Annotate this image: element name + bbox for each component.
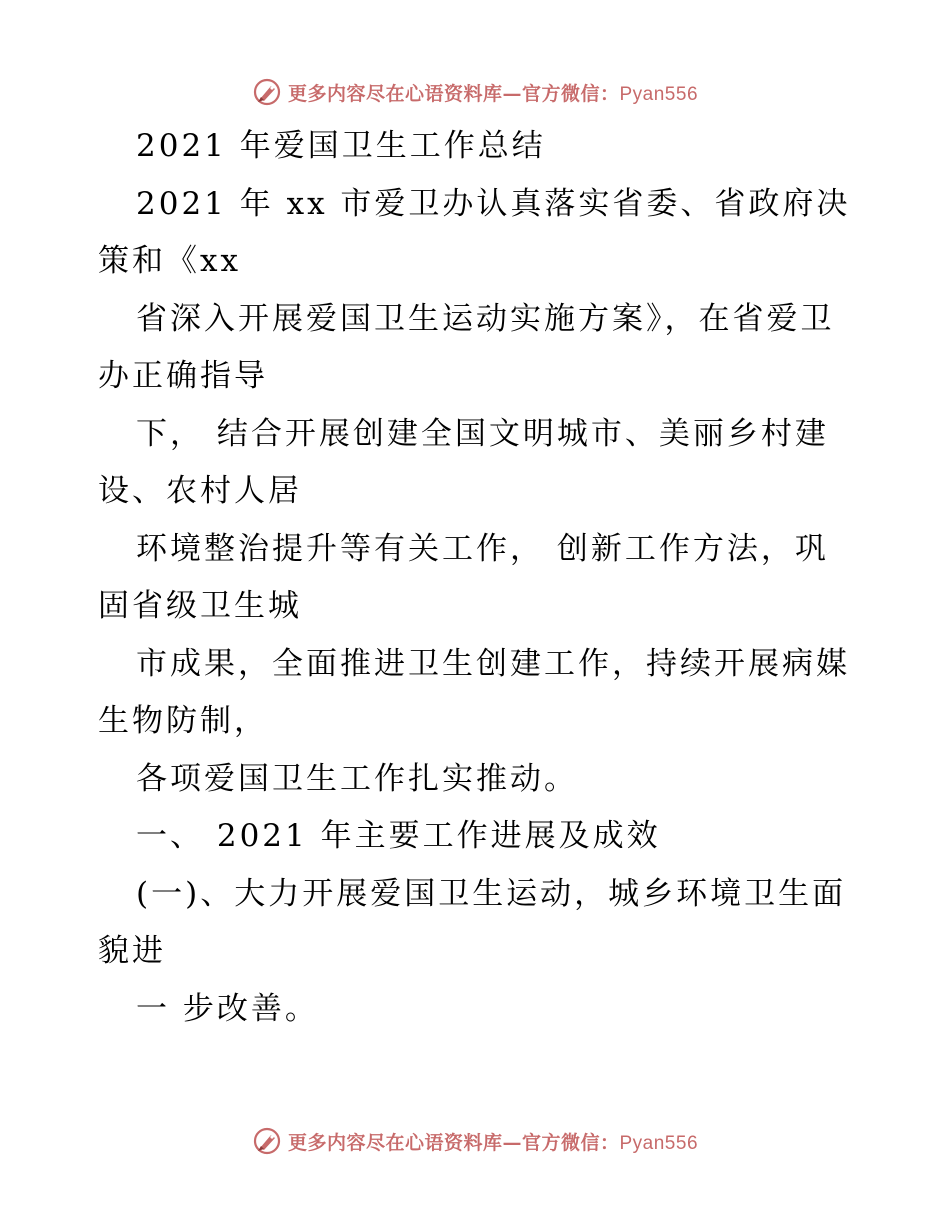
text-line: 办正确指导 xyxy=(98,358,268,394)
document-body xyxy=(98,118,858,1038)
text-line: 2021 年 xx 市爱卫办认真落实省委、省政府决 xyxy=(136,185,851,222)
pen-nib-icon xyxy=(252,1126,282,1156)
pen-nib-icon xyxy=(252,77,282,107)
header-watermark xyxy=(0,72,950,112)
text-line: 市成果，全面推进卫生创建工作，持续开展病媒 xyxy=(136,645,850,682)
text-line: 各项爱国卫生工作扎实推动。 xyxy=(136,760,578,797)
text-line: (一)、大力开展爱国卫生运动，城乡环境卫生面 xyxy=(136,875,847,912)
wechat-id: Pyan556 xyxy=(619,1132,699,1154)
text-line: 貌进 xyxy=(98,933,166,969)
wechat-id: Pyan556 xyxy=(619,83,699,105)
text-line: 策和《xx xyxy=(98,243,241,279)
text-line: 省深入开展爱国卫生运动实施方案》，在省爱卫 xyxy=(136,300,835,337)
watermark-text: 更多内容尽在心语资料库—官方微信：Pyan556 xyxy=(287,1131,699,1154)
text-line: 2021 年爱国卫生工作总结 xyxy=(136,128,546,164)
watermark-text: 更多内容尽在心语资料库—官方微信：Pyan556 xyxy=(287,82,699,105)
text-line: 设、农村人居 xyxy=(98,473,302,509)
text-line: 固省级卫生城 xyxy=(98,588,302,624)
text-line: 下， 结合开展创建全国文明城市、美丽乡村建 xyxy=(136,415,829,452)
text-line: 生物防制， xyxy=(98,703,268,739)
text-line: 一、 2021 年主要工作进展及成效 xyxy=(136,818,661,854)
text-line: 一 步改善。 xyxy=(136,990,319,1027)
text-line: 环境整治提升等有关工作， 创新工作方法，巩 xyxy=(136,530,829,567)
footer-watermark xyxy=(0,1121,950,1161)
